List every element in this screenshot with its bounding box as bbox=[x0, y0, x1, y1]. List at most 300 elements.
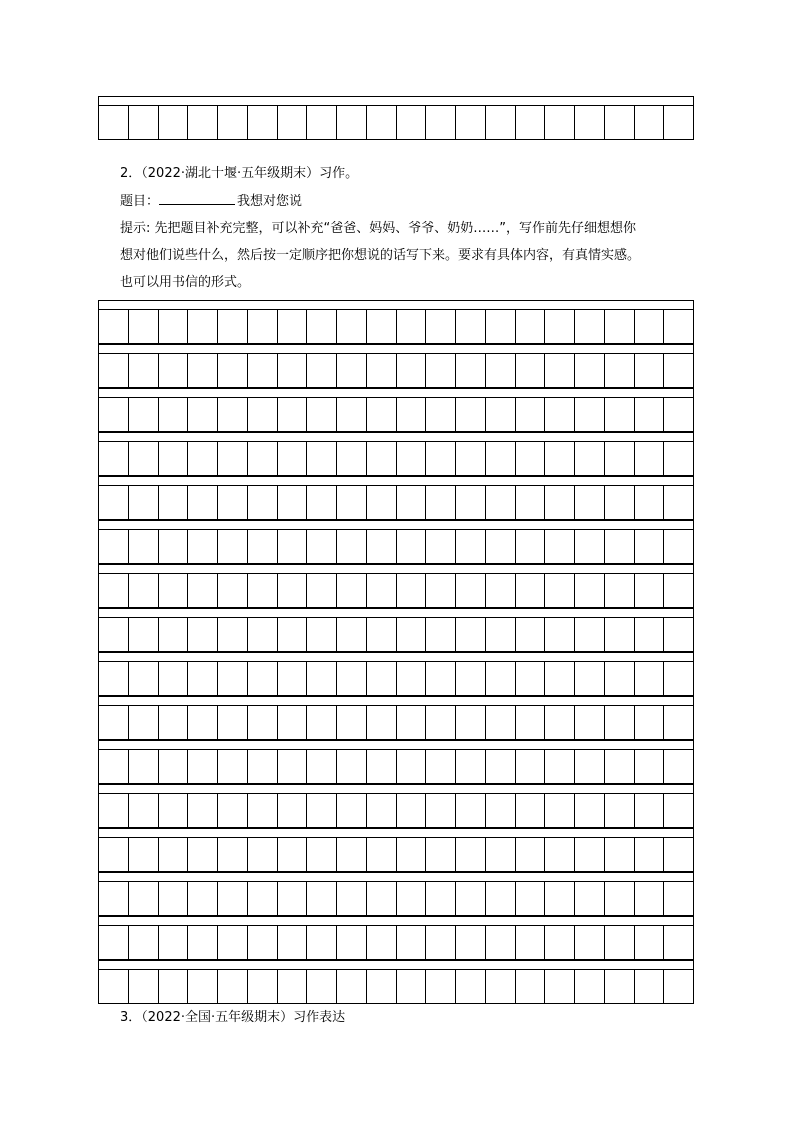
grid-cell[interactable] bbox=[159, 838, 189, 872]
grid-cell[interactable] bbox=[605, 106, 635, 140]
grid-cell[interactable] bbox=[516, 398, 546, 432]
grid-cell[interactable] bbox=[516, 442, 546, 476]
grid-cell[interactable] bbox=[188, 618, 218, 652]
grid-cell[interactable] bbox=[218, 706, 248, 740]
grid-cell[interactable] bbox=[635, 442, 665, 476]
grid-cell[interactable] bbox=[188, 970, 218, 1004]
grid-cell[interactable] bbox=[635, 486, 665, 520]
grid-cell[interactable] bbox=[456, 750, 486, 784]
grid-cell[interactable] bbox=[397, 618, 427, 652]
grid-cell[interactable] bbox=[337, 838, 367, 872]
grid-cell[interactable] bbox=[397, 398, 427, 432]
grid-cell[interactable] bbox=[575, 442, 605, 476]
grid-cell[interactable] bbox=[307, 106, 337, 140]
grid-cell[interactable] bbox=[516, 706, 546, 740]
grid-cell[interactable] bbox=[367, 310, 397, 344]
grid-cell[interactable] bbox=[99, 970, 129, 1004]
grid-cell[interactable] bbox=[635, 794, 665, 828]
grid-cell[interactable] bbox=[337, 106, 367, 140]
grid-cell[interactable] bbox=[99, 310, 129, 344]
grid-cell[interactable] bbox=[367, 970, 397, 1004]
grid-cell[interactable] bbox=[307, 618, 337, 652]
grid-cell[interactable] bbox=[159, 662, 189, 696]
grid-cell[interactable] bbox=[248, 354, 278, 388]
grid-cell[interactable] bbox=[456, 926, 486, 960]
grid-cell[interactable] bbox=[218, 106, 248, 140]
grid-cell[interactable] bbox=[278, 442, 308, 476]
grid-cell[interactable] bbox=[278, 970, 308, 1004]
grid-cell[interactable] bbox=[99, 530, 129, 564]
grid-cell[interactable] bbox=[635, 310, 665, 344]
grid-cell[interactable] bbox=[278, 486, 308, 520]
grid-cell[interactable] bbox=[426, 574, 456, 608]
grid-cell[interactable] bbox=[575, 618, 605, 652]
grid-cell[interactable] bbox=[307, 970, 337, 1004]
grid-cell[interactable] bbox=[605, 970, 635, 1004]
grid-cell[interactable] bbox=[635, 970, 665, 1004]
grid-cell[interactable] bbox=[218, 398, 248, 432]
grid-cell[interactable] bbox=[397, 750, 427, 784]
grid-cell[interactable] bbox=[635, 926, 665, 960]
grid-cell[interactable] bbox=[188, 882, 218, 916]
grid-cell[interactable] bbox=[129, 750, 159, 784]
grid-cell[interactable] bbox=[337, 310, 367, 344]
grid-cell[interactable] bbox=[129, 618, 159, 652]
grid-cell[interactable] bbox=[635, 618, 665, 652]
grid-cell[interactable] bbox=[516, 662, 546, 696]
grid-cell[interactable] bbox=[248, 794, 278, 828]
grid-cell[interactable] bbox=[159, 794, 189, 828]
grid-cell[interactable] bbox=[278, 354, 308, 388]
grid-cell[interactable] bbox=[575, 310, 605, 344]
grid-cell[interactable] bbox=[605, 310, 635, 344]
grid-cell[interactable] bbox=[397, 794, 427, 828]
grid-cell[interactable] bbox=[605, 794, 635, 828]
grid-cell[interactable] bbox=[188, 354, 218, 388]
grid-cell[interactable] bbox=[426, 662, 456, 696]
grid-cell[interactable] bbox=[307, 310, 337, 344]
grid-cell[interactable] bbox=[159, 574, 189, 608]
title-blank[interactable] bbox=[159, 191, 235, 205]
grid-cell[interactable] bbox=[218, 618, 248, 652]
grid-cell[interactable] bbox=[337, 794, 367, 828]
grid-cell[interactable] bbox=[545, 574, 575, 608]
grid-cell[interactable] bbox=[99, 398, 129, 432]
grid-cell[interactable] bbox=[159, 706, 189, 740]
grid-cell[interactable] bbox=[605, 882, 635, 916]
grid-cell[interactable] bbox=[188, 486, 218, 520]
grid-cell[interactable] bbox=[278, 310, 308, 344]
grid-cell[interactable] bbox=[545, 838, 575, 872]
grid-cell[interactable] bbox=[426, 882, 456, 916]
grid-cell[interactable] bbox=[664, 106, 694, 140]
grid-cell[interactable] bbox=[486, 530, 516, 564]
grid-cell[interactable] bbox=[99, 662, 129, 696]
grid-cell[interactable] bbox=[664, 354, 694, 388]
grid-cell[interactable] bbox=[486, 106, 516, 140]
grid-cell[interactable] bbox=[664, 442, 694, 476]
grid-cell[interactable] bbox=[367, 706, 397, 740]
grid-cell[interactable] bbox=[397, 442, 427, 476]
grid-cell[interactable] bbox=[99, 574, 129, 608]
grid-cell[interactable] bbox=[159, 398, 189, 432]
grid-cell[interactable] bbox=[248, 486, 278, 520]
grid-cell[interactable] bbox=[605, 618, 635, 652]
grid-cell[interactable] bbox=[278, 618, 308, 652]
grid-cell[interactable] bbox=[248, 398, 278, 432]
grid-cell[interactable] bbox=[159, 486, 189, 520]
grid-cell[interactable] bbox=[456, 442, 486, 476]
grid-cell[interactable] bbox=[278, 530, 308, 564]
grid-cell[interactable] bbox=[486, 398, 516, 432]
grid-cell[interactable] bbox=[248, 970, 278, 1004]
grid-cell[interactable] bbox=[426, 106, 456, 140]
grid-cell[interactable] bbox=[456, 970, 486, 1004]
grid-cell[interactable] bbox=[99, 750, 129, 784]
grid-cell[interactable] bbox=[367, 926, 397, 960]
grid-cell[interactable] bbox=[397, 662, 427, 696]
grid-cell[interactable] bbox=[426, 706, 456, 740]
grid-cell[interactable] bbox=[486, 794, 516, 828]
grid-cell[interactable] bbox=[188, 530, 218, 564]
grid-cell[interactable] bbox=[456, 838, 486, 872]
grid-cell[interactable] bbox=[367, 838, 397, 872]
grid-cell[interactable] bbox=[99, 442, 129, 476]
grid-cell[interactable] bbox=[605, 442, 635, 476]
grid-cell[interactable] bbox=[486, 750, 516, 784]
grid-cell[interactable] bbox=[397, 970, 427, 1004]
grid-cell[interactable] bbox=[545, 662, 575, 696]
grid-cell[interactable] bbox=[129, 354, 159, 388]
grid-cell[interactable] bbox=[664, 794, 694, 828]
grid-cell[interactable] bbox=[159, 970, 189, 1004]
grid-cell[interactable] bbox=[545, 794, 575, 828]
grid-cell[interactable] bbox=[248, 926, 278, 960]
grid-cell[interactable] bbox=[605, 750, 635, 784]
grid-cell[interactable] bbox=[486, 926, 516, 960]
grid-cell[interactable] bbox=[159, 750, 189, 784]
grid-cell[interactable] bbox=[159, 354, 189, 388]
grid-cell[interactable] bbox=[337, 442, 367, 476]
grid-cell[interactable] bbox=[337, 354, 367, 388]
grid-cell[interactable] bbox=[397, 354, 427, 388]
grid-cell[interactable] bbox=[307, 926, 337, 960]
grid-cell[interactable] bbox=[99, 706, 129, 740]
grid-cell[interactable] bbox=[575, 574, 605, 608]
grid-cell[interactable] bbox=[486, 574, 516, 608]
grid-cell[interactable] bbox=[248, 442, 278, 476]
grid-cell[interactable] bbox=[159, 106, 189, 140]
grid-cell[interactable] bbox=[99, 486, 129, 520]
grid-cell[interactable] bbox=[278, 574, 308, 608]
grid-cell[interactable] bbox=[545, 706, 575, 740]
grid-cell[interactable] bbox=[218, 794, 248, 828]
grid-cell[interactable] bbox=[337, 574, 367, 608]
grid-cell[interactable] bbox=[337, 530, 367, 564]
grid-cell[interactable] bbox=[397, 706, 427, 740]
grid-cell[interactable] bbox=[159, 310, 189, 344]
grid-cell[interactable] bbox=[367, 486, 397, 520]
grid-cell[interactable] bbox=[188, 106, 218, 140]
grid-cell[interactable] bbox=[278, 750, 308, 784]
grid-cell[interactable] bbox=[456, 882, 486, 916]
grid-cell[interactable] bbox=[397, 106, 427, 140]
grid-cell[interactable] bbox=[248, 750, 278, 784]
grid-cell[interactable] bbox=[456, 662, 486, 696]
grid-cell[interactable] bbox=[188, 706, 218, 740]
grid-cell[interactable] bbox=[605, 662, 635, 696]
grid-cell[interactable] bbox=[248, 310, 278, 344]
grid-cell[interactable] bbox=[575, 706, 605, 740]
grid-cell[interactable] bbox=[337, 706, 367, 740]
grid-cell[interactable] bbox=[367, 354, 397, 388]
grid-cell[interactable] bbox=[278, 838, 308, 872]
grid-cell[interactable] bbox=[664, 310, 694, 344]
grid-cell[interactable] bbox=[188, 794, 218, 828]
grid-cell[interactable] bbox=[635, 574, 665, 608]
grid-cell[interactable] bbox=[545, 310, 575, 344]
grid-cell[interactable] bbox=[545, 354, 575, 388]
grid-cell[interactable] bbox=[426, 970, 456, 1004]
grid-cell[interactable] bbox=[188, 310, 218, 344]
grid-cell[interactable] bbox=[129, 530, 159, 564]
grid-cell[interactable] bbox=[545, 530, 575, 564]
grid-cell[interactable] bbox=[635, 750, 665, 784]
grid-cell[interactable] bbox=[516, 106, 546, 140]
grid-cell[interactable] bbox=[575, 486, 605, 520]
grid-cell[interactable] bbox=[278, 926, 308, 960]
grid-cell[interactable] bbox=[99, 838, 129, 872]
grid-cell[interactable] bbox=[456, 486, 486, 520]
grid-cell[interactable] bbox=[426, 926, 456, 960]
grid-cell[interactable] bbox=[159, 530, 189, 564]
grid-cell[interactable] bbox=[545, 926, 575, 960]
grid-cell[interactable] bbox=[367, 530, 397, 564]
grid-cell[interactable] bbox=[635, 398, 665, 432]
grid-cell[interactable] bbox=[218, 486, 248, 520]
grid-cell[interactable] bbox=[545, 750, 575, 784]
grid-cell[interactable] bbox=[575, 750, 605, 784]
grid-cell[interactable] bbox=[486, 838, 516, 872]
grid-cell[interactable] bbox=[545, 970, 575, 1004]
grid-cell[interactable] bbox=[129, 662, 159, 696]
grid-cell[interactable] bbox=[248, 882, 278, 916]
grid-cell[interactable] bbox=[337, 486, 367, 520]
grid-cell[interactable] bbox=[337, 662, 367, 696]
grid-cell[interactable] bbox=[664, 530, 694, 564]
grid-cell[interactable] bbox=[307, 530, 337, 564]
grid-cell[interactable] bbox=[635, 354, 665, 388]
grid-cell[interactable] bbox=[664, 574, 694, 608]
grid-cell[interactable] bbox=[605, 838, 635, 872]
grid-cell[interactable] bbox=[99, 354, 129, 388]
grid-cell[interactable] bbox=[129, 398, 159, 432]
grid-cell[interactable] bbox=[575, 970, 605, 1004]
grid-cell[interactable] bbox=[397, 838, 427, 872]
grid-cell[interactable] bbox=[516, 926, 546, 960]
grid-cell[interactable] bbox=[456, 530, 486, 564]
grid-cell[interactable] bbox=[248, 706, 278, 740]
grid-cell[interactable] bbox=[456, 106, 486, 140]
grid-cell[interactable] bbox=[486, 706, 516, 740]
grid-cell[interactable] bbox=[99, 882, 129, 916]
grid-cell[interactable] bbox=[426, 398, 456, 432]
grid-cell[interactable] bbox=[456, 310, 486, 344]
grid-cell[interactable] bbox=[605, 530, 635, 564]
grid-cell[interactable] bbox=[664, 970, 694, 1004]
grid-cell[interactable] bbox=[248, 106, 278, 140]
grid-cell[interactable] bbox=[426, 486, 456, 520]
grid-cell[interactable] bbox=[367, 750, 397, 784]
grid-cell[interactable] bbox=[575, 882, 605, 916]
grid-cell[interactable] bbox=[605, 486, 635, 520]
grid-cell[interactable] bbox=[545, 398, 575, 432]
grid-cell[interactable] bbox=[278, 398, 308, 432]
grid-cell[interactable] bbox=[307, 662, 337, 696]
grid-cell[interactable] bbox=[188, 398, 218, 432]
grid-cell[interactable] bbox=[129, 926, 159, 960]
grid-cell[interactable] bbox=[486, 662, 516, 696]
grid-cell[interactable] bbox=[129, 574, 159, 608]
grid-cell[interactable] bbox=[188, 926, 218, 960]
grid-cell[interactable] bbox=[129, 706, 159, 740]
grid-cell[interactable] bbox=[516, 354, 546, 388]
grid-cell[interactable] bbox=[486, 970, 516, 1004]
grid-cell[interactable] bbox=[188, 838, 218, 872]
grid-cell[interactable] bbox=[456, 794, 486, 828]
grid-cell[interactable] bbox=[605, 926, 635, 960]
grid-cell[interactable] bbox=[248, 574, 278, 608]
grid-cell[interactable] bbox=[307, 354, 337, 388]
grid-cell[interactable] bbox=[486, 310, 516, 344]
grid-cell[interactable] bbox=[248, 662, 278, 696]
grid-cell[interactable] bbox=[426, 750, 456, 784]
grid-cell[interactable] bbox=[605, 706, 635, 740]
grid-cell[interactable] bbox=[307, 706, 337, 740]
grid-cell[interactable] bbox=[664, 926, 694, 960]
grid-cell[interactable] bbox=[218, 442, 248, 476]
grid-cell[interactable] bbox=[218, 970, 248, 1004]
grid-cell[interactable] bbox=[575, 398, 605, 432]
grid-cell[interactable] bbox=[605, 574, 635, 608]
grid-cell[interactable] bbox=[129, 310, 159, 344]
grid-cell[interactable] bbox=[397, 486, 427, 520]
grid-cell[interactable] bbox=[426, 838, 456, 872]
grid-cell[interactable] bbox=[664, 838, 694, 872]
grid-cell[interactable] bbox=[218, 882, 248, 916]
grid-cell[interactable] bbox=[307, 574, 337, 608]
grid-cell[interactable] bbox=[575, 106, 605, 140]
grid-cell[interactable] bbox=[337, 618, 367, 652]
grid-cell[interactable] bbox=[605, 354, 635, 388]
grid-cell[interactable] bbox=[307, 838, 337, 872]
grid-cell[interactable] bbox=[456, 354, 486, 388]
grid-cell[interactable] bbox=[426, 530, 456, 564]
grid-cell[interactable] bbox=[575, 926, 605, 960]
grid-cell[interactable] bbox=[516, 794, 546, 828]
grid-cell[interactable] bbox=[307, 486, 337, 520]
grid-cell[interactable] bbox=[426, 442, 456, 476]
grid-cell[interactable] bbox=[397, 310, 427, 344]
grid-cell[interactable] bbox=[664, 398, 694, 432]
grid-cell[interactable] bbox=[129, 794, 159, 828]
grid-cell[interactable] bbox=[516, 970, 546, 1004]
grid-cell[interactable] bbox=[159, 618, 189, 652]
grid-cell[interactable] bbox=[516, 486, 546, 520]
grid-cell[interactable] bbox=[188, 574, 218, 608]
grid-cell[interactable] bbox=[635, 530, 665, 564]
grid-cell[interactable] bbox=[664, 662, 694, 696]
grid-cell[interactable] bbox=[575, 838, 605, 872]
grid-cell[interactable] bbox=[248, 618, 278, 652]
grid-cell[interactable] bbox=[397, 574, 427, 608]
grid-cell[interactable] bbox=[426, 794, 456, 828]
grid-cell[interactable] bbox=[278, 882, 308, 916]
grid-cell[interactable] bbox=[307, 882, 337, 916]
grid-cell[interactable] bbox=[397, 882, 427, 916]
grid-cell[interactable] bbox=[575, 530, 605, 564]
grid-cell[interactable] bbox=[516, 838, 546, 872]
grid-cell[interactable] bbox=[307, 442, 337, 476]
grid-cell[interactable] bbox=[575, 794, 605, 828]
grid-cell[interactable] bbox=[99, 794, 129, 828]
grid-cell[interactable] bbox=[486, 442, 516, 476]
grid-cell[interactable] bbox=[129, 106, 159, 140]
grid-cell[interactable] bbox=[188, 662, 218, 696]
grid-cell[interactable] bbox=[367, 794, 397, 828]
grid-cell[interactable] bbox=[129, 486, 159, 520]
grid-cell[interactable] bbox=[486, 354, 516, 388]
grid-cell[interactable] bbox=[664, 750, 694, 784]
grid-cell[interactable] bbox=[218, 574, 248, 608]
grid-cell[interactable] bbox=[188, 442, 218, 476]
grid-cell[interactable] bbox=[516, 618, 546, 652]
grid-cell[interactable] bbox=[486, 618, 516, 652]
grid-cell[interactable] bbox=[486, 486, 516, 520]
grid-cell[interactable] bbox=[218, 750, 248, 784]
grid-cell[interactable] bbox=[426, 310, 456, 344]
grid-cell[interactable] bbox=[337, 398, 367, 432]
grid-cell[interactable] bbox=[307, 750, 337, 784]
grid-cell[interactable] bbox=[188, 750, 218, 784]
grid-cell[interactable] bbox=[545, 442, 575, 476]
grid-cell[interactable] bbox=[545, 486, 575, 520]
grid-cell[interactable] bbox=[635, 106, 665, 140]
grid-cell[interactable] bbox=[516, 310, 546, 344]
grid-cell[interactable] bbox=[367, 106, 397, 140]
grid-cell[interactable] bbox=[545, 106, 575, 140]
grid-cell[interactable] bbox=[367, 662, 397, 696]
grid-cell[interactable] bbox=[456, 398, 486, 432]
grid-cell[interactable] bbox=[129, 442, 159, 476]
grid-cell[interactable] bbox=[456, 706, 486, 740]
grid-cell[interactable] bbox=[337, 970, 367, 1004]
grid-cell[interactable] bbox=[218, 662, 248, 696]
grid-cell[interactable] bbox=[575, 662, 605, 696]
grid-cell[interactable] bbox=[337, 926, 367, 960]
grid-cell[interactable] bbox=[516, 574, 546, 608]
grid-cell[interactable] bbox=[575, 354, 605, 388]
grid-cell[interactable] bbox=[456, 618, 486, 652]
grid-cell[interactable] bbox=[278, 794, 308, 828]
grid-cell[interactable] bbox=[367, 882, 397, 916]
grid-cell[interactable] bbox=[426, 354, 456, 388]
grid-cell[interactable] bbox=[307, 398, 337, 432]
grid-cell[interactable] bbox=[456, 574, 486, 608]
grid-cell[interactable] bbox=[307, 794, 337, 828]
grid-cell[interactable] bbox=[397, 926, 427, 960]
grid-cell[interactable] bbox=[516, 882, 546, 916]
